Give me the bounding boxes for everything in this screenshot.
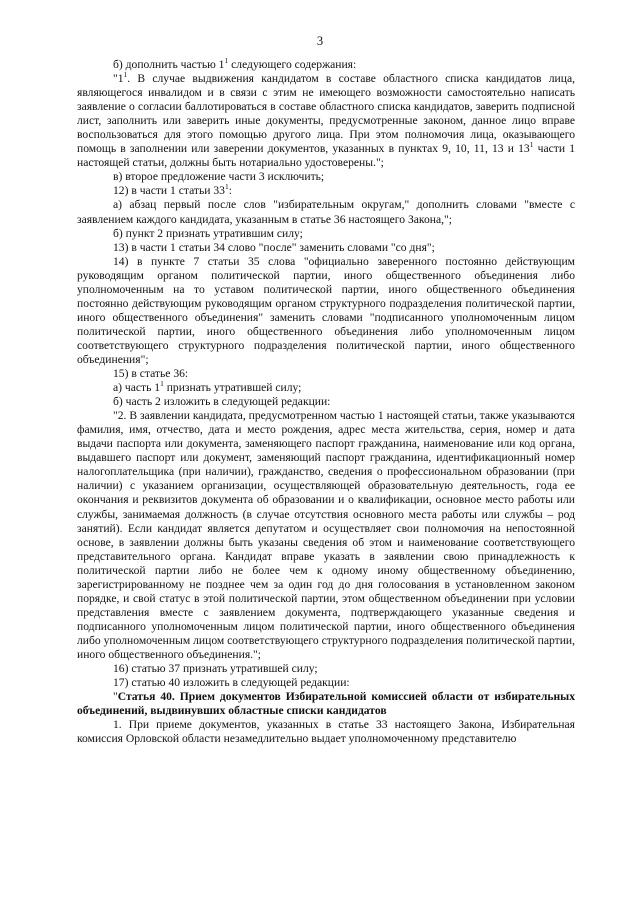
paragraph: [77, 72, 575, 170]
text-run: 17) статью 40 изложить в следующей редакции:: [113, 676, 350, 690]
text-run: б) часть 2 изложить в следующей редакции:: [113, 395, 331, 409]
text-run: части 1 настоящей статьи, должны быть нотариально удостоверены.";: [77, 142, 575, 170]
text-run: а) абзац первый после слов "избирательным округам," дополнить словами "вместе с заявлением каждого кандидата, указанным в статье 36 настоящего Закона,";: [77, 198, 575, 226]
paragraph: [77, 690, 575, 718]
paragraph: [77, 241, 575, 255]
paragraph: [77, 198, 575, 226]
text-run: "2. В заявлении кандидата, предусмотренном частью 1 настоящей статьи, также указываются фамилия, имя, отчество, дата и место рождения, адрес места жительства, серия, номер и дата выдачи паспорта или документа, заменяющего паспорт гражданина, наименование или код органа, выдавшего паспорт или документ, заменяющий паспорт гражданина, идентификационный номер налогоплательщика (при наличии), гражданство, сведения о профессиональном образовании (при наличии) с указанием организации, осуществляющей образовательную деятельность, года ее окончания и реквизитов документа об образовании и о квалификации, основное место работы или службы, занимаемая должность (в случае отсутствия основного места работы или службы – род занятий). Если кандидат является депутатом и осуществляет свои полномочия на непостоянной основе, в заявлении должны быть указаны сведения об этом и наименование соответствующего представительного органа. Кандидат вправе указать в заявлении свою принадлежность к политической партии либо не более чем к одному иному общественному объединению, зарегистрированному не позднее чем за один год до дня голосования в установленном законом порядке, и свой статус в этой политической партии, этом общественном объединении при условии представления вместе с заявлением документа, подтверждающего указанные сведения и подписанного уполномоченным лицом политической партии, иного общественного объединения либо уполномоченным лицом соответствующего структурного подразделения политической партии, иного общественного объединения.";: [77, 409, 575, 661]
paragraph: [77, 227, 575, 241]
text-run: б) дополнить частью 1: [113, 58, 225, 71]
text-run: 13) в части 1 статьи 34 слово "после" заменить словами "со дня";: [113, 240, 435, 254]
paragraph: [77, 395, 575, 409]
text-run: 14) в пункте 7 статьи 35 слова "официально заверенного постоянно действующим руководящим органом политической партии, иного общественного объединения либо уполномоченным на то уставом политической партии, иного общественного объединения постоянно действующим руководящим органом структурного подразделения политической партии, иного общественного объединения" заменить словами "подписанного уполномоченным лицом политической партии, иного общественного объединения либо уполномоченным лицом соответствующего структурного подразделения политической партии, иного общественного объединения";: [77, 254, 575, 366]
paragraph: [77, 718, 575, 746]
text-run: :: [228, 184, 232, 198]
superscript: 1: [529, 140, 534, 150]
superscript: 1: [224, 182, 229, 192]
superscript: 1: [160, 379, 164, 389]
text-run: "1: [113, 72, 124, 86]
text-run: 12) в части 1 статьи 33: [113, 184, 225, 198]
text-run: 16) статью 37 признать утратившей силу;: [113, 662, 318, 676]
text-run: 15) в статье 36:: [113, 367, 189, 381]
text-run: б) пункт 2 признать утратившим силу;: [113, 226, 303, 240]
page-number: 3: [316, 34, 324, 48]
document-body: [77, 58, 575, 746]
paragraph: [77, 662, 575, 676]
text-run: в) второе предложение части 3 исключить;: [113, 170, 325, 184]
paragraph: [77, 184, 575, 198]
text-run: следующего содержания:: [228, 58, 357, 71]
text-run: а) часть 1: [113, 381, 161, 395]
paragraph: [77, 676, 575, 690]
superscript: 1: [123, 70, 128, 80]
paragraph: [77, 58, 575, 72]
text-run: признать утратившей силу;: [163, 381, 302, 395]
paragraph: [77, 381, 575, 395]
paragraph: [77, 170, 575, 184]
text-run: ": [113, 690, 118, 704]
paragraph: [77, 409, 575, 662]
text-run: . В случае выдвижения кандидатом в составе областного списка кандидатов лица, являющегося инвалидом и в связи с этим не имеющего возможности самостоятельно написать заявление о согласии баллотироваться в составе областного списка кандидатов, заверить подписной лист, заполнить или заверить иные документы, предусмотренные законом, данное лицо вправе воспользоваться для этого помощью другого лица. При этом полномочия лица, оказывающего помощь в заполнении или заверении документов, указанных в пунктах 9, 10, 11, 13 и 13: [77, 72, 575, 156]
article-heading: Статья 40. Прием документов Избирательной комиссией области от избирательных объединений, выдвинувших областные списки кандидатов: [77, 690, 575, 718]
superscript: 1: [224, 56, 229, 66]
paragraph: [77, 255, 575, 367]
paragraph: [77, 367, 575, 381]
text-run: 1. При приеме документов, указанных в статье 33 настоящего Закона, Избирательная комиссия Орловской области незамедлительно выдает уполномоченному представителю: [77, 718, 575, 746]
